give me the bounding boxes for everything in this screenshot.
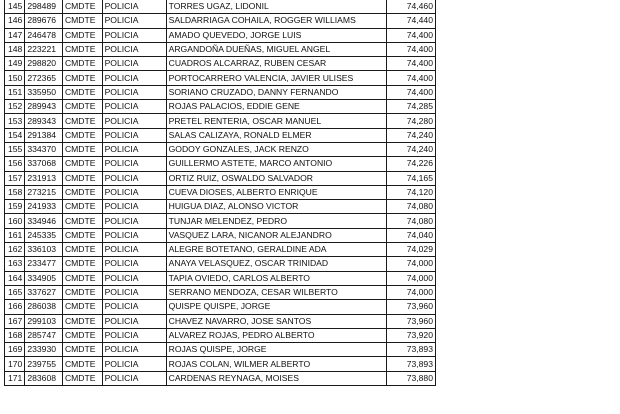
row-number-cell: 151 bbox=[5, 85, 25, 99]
full-name-cell: SALDARRIAGA COHAILA, ROGGER WILLIAMS bbox=[166, 14, 387, 28]
id-code-cell: 298820 bbox=[25, 57, 63, 71]
id-code-cell: 337068 bbox=[25, 157, 63, 171]
full-name-cell: PRETEL RENTERIA, OSCAR MANUEL bbox=[166, 114, 387, 128]
id-code-cell: 233477 bbox=[25, 257, 63, 271]
rank-cell: CMDTE bbox=[62, 200, 102, 214]
id-code-cell: 337627 bbox=[25, 285, 63, 299]
rank-cell: CMDTE bbox=[62, 28, 102, 42]
table-row bbox=[5, 343, 436, 357]
institution-cell: POLICIA bbox=[102, 343, 166, 357]
rank-cell: CMDTE bbox=[62, 71, 102, 85]
id-code-cell: 241933 bbox=[25, 200, 63, 214]
table-row bbox=[5, 228, 436, 242]
row-number-cell: 158 bbox=[5, 185, 25, 199]
id-code-cell: 289943 bbox=[25, 100, 63, 114]
id-code-cell: 272365 bbox=[25, 71, 63, 85]
rank-cell: CMDTE bbox=[62, 0, 102, 14]
row-number-cell: 159 bbox=[5, 200, 25, 214]
id-code-cell: 273215 bbox=[25, 185, 63, 199]
institution-cell: POLICIA bbox=[102, 243, 166, 257]
rank-cell: CMDTE bbox=[62, 214, 102, 228]
score-cell: 74,165 bbox=[387, 171, 436, 185]
row-number-cell: 171 bbox=[5, 371, 25, 385]
row-number-cell: 146 bbox=[5, 14, 25, 28]
rank-cell: CMDTE bbox=[62, 371, 102, 385]
row-number-cell: 164 bbox=[5, 271, 25, 285]
row-number-cell: 148 bbox=[5, 42, 25, 56]
row-number-cell: 160 bbox=[5, 214, 25, 228]
table-row bbox=[5, 28, 436, 42]
full-name-cell: SALAS CALIZAYA, RONALD ELMER bbox=[166, 128, 387, 142]
institution-cell: POLICIA bbox=[102, 57, 166, 71]
results-table bbox=[4, 0, 436, 386]
rank-cell: CMDTE bbox=[62, 142, 102, 156]
full-name-cell: SERRANO MENDOZA, CESAR WILBERTO bbox=[166, 285, 387, 299]
table-row bbox=[5, 57, 436, 71]
rank-cell: CMDTE bbox=[62, 300, 102, 314]
score-cell: 73,893 bbox=[387, 357, 436, 371]
id-code-cell: 336103 bbox=[25, 243, 63, 257]
full-name-cell: CARDENAS REYNAGA, MOISES bbox=[166, 371, 387, 385]
institution-cell: POLICIA bbox=[102, 214, 166, 228]
score-cell: 74,040 bbox=[387, 228, 436, 242]
rank-cell: CMDTE bbox=[62, 271, 102, 285]
score-cell: 74,029 bbox=[387, 243, 436, 257]
full-name-cell: ORTIZ RUIZ, OSWALDO SALVADOR bbox=[166, 171, 387, 185]
full-name-cell: TORRES UGAZ, LIDONIL bbox=[166, 0, 387, 14]
score-cell: 74,000 bbox=[387, 257, 436, 271]
full-name-cell: PORTOCARRERO VALENCIA, JAVIER ULISES bbox=[166, 71, 387, 85]
institution-cell: POLICIA bbox=[102, 85, 166, 99]
full-name-cell: VASQUEZ LARA, NICANOR ALEJANDRO bbox=[166, 228, 387, 242]
score-cell: 74,280 bbox=[387, 114, 436, 128]
full-name-cell: SORIANO CRUZADO, DANNY FERNANDO bbox=[166, 85, 387, 99]
score-cell: 74,240 bbox=[387, 142, 436, 156]
full-name-cell: CUADROS ALCARRAZ, RUBEN CESAR bbox=[166, 57, 387, 71]
score-cell: 74,226 bbox=[387, 157, 436, 171]
rank-cell: CMDTE bbox=[62, 100, 102, 114]
id-code-cell: 335950 bbox=[25, 85, 63, 99]
row-number-cell: 166 bbox=[5, 300, 25, 314]
score-cell: 74,000 bbox=[387, 285, 436, 299]
rank-cell: CMDTE bbox=[62, 42, 102, 56]
full-name-cell: ALEGRE BOTETANO, GERALDINE ADA bbox=[166, 243, 387, 257]
table-row bbox=[5, 257, 436, 271]
table-row bbox=[5, 71, 436, 85]
full-name-cell: ROJAS COLAN, WILMER ALBERTO bbox=[166, 357, 387, 371]
row-number-cell: 170 bbox=[5, 357, 25, 371]
table-row bbox=[5, 0, 436, 14]
id-code-cell: 246478 bbox=[25, 28, 63, 42]
table-row bbox=[5, 243, 436, 257]
table-row bbox=[5, 85, 436, 99]
id-code-cell: 298489 bbox=[25, 0, 63, 14]
row-number-cell: 157 bbox=[5, 171, 25, 185]
score-cell: 74,080 bbox=[387, 214, 436, 228]
score-cell: 74,400 bbox=[387, 42, 436, 56]
score-cell: 73,960 bbox=[387, 300, 436, 314]
row-number-cell: 161 bbox=[5, 228, 25, 242]
table-row bbox=[5, 200, 436, 214]
institution-cell: POLICIA bbox=[102, 128, 166, 142]
institution-cell: POLICIA bbox=[102, 157, 166, 171]
rank-cell: CMDTE bbox=[62, 57, 102, 71]
institution-cell: POLICIA bbox=[102, 257, 166, 271]
score-cell: 73,960 bbox=[387, 314, 436, 328]
row-number-cell: 165 bbox=[5, 285, 25, 299]
table-row bbox=[5, 271, 436, 285]
score-cell: 74,400 bbox=[387, 57, 436, 71]
rank-cell: CMDTE bbox=[62, 185, 102, 199]
table-row bbox=[5, 328, 436, 342]
table-row bbox=[5, 114, 436, 128]
score-cell: 74,400 bbox=[387, 85, 436, 99]
rank-cell: CMDTE bbox=[62, 328, 102, 342]
full-name-cell: ANAYA VELASQUEZ, OSCAR TRINIDAD bbox=[166, 257, 387, 271]
score-cell: 74,460 bbox=[387, 0, 436, 14]
full-name-cell: TAPIA OVIEDO, CARLOS ALBERTO bbox=[166, 271, 387, 285]
score-cell: 73,880 bbox=[387, 371, 436, 385]
rank-cell: CMDTE bbox=[62, 157, 102, 171]
full-name-cell: HUIGUA DIAZ, ALONSO VICTOR bbox=[166, 200, 387, 214]
table-row bbox=[5, 42, 436, 56]
rank-cell: CMDTE bbox=[62, 285, 102, 299]
score-cell: 74,120 bbox=[387, 185, 436, 199]
id-code-cell: 283608 bbox=[25, 371, 63, 385]
rank-cell: CMDTE bbox=[62, 14, 102, 28]
table-row bbox=[5, 214, 436, 228]
rank-cell: CMDTE bbox=[62, 243, 102, 257]
score-cell: 74,400 bbox=[387, 71, 436, 85]
row-number-cell: 149 bbox=[5, 57, 25, 71]
id-code-cell: 334905 bbox=[25, 271, 63, 285]
table-row bbox=[5, 300, 436, 314]
institution-cell: POLICIA bbox=[102, 371, 166, 385]
table-row bbox=[5, 371, 436, 385]
id-code-cell: 285747 bbox=[25, 328, 63, 342]
rank-cell: CMDTE bbox=[62, 128, 102, 142]
id-code-cell: 291384 bbox=[25, 128, 63, 142]
id-code-cell: 286038 bbox=[25, 300, 63, 314]
row-number-cell: 163 bbox=[5, 257, 25, 271]
full-name-cell: CUEVA DIOSES, ALBERTO ENRIQUE bbox=[166, 185, 387, 199]
id-code-cell: 231913 bbox=[25, 171, 63, 185]
full-name-cell: ROJAS QUISPE, JORGE bbox=[166, 343, 387, 357]
id-code-cell: 245335 bbox=[25, 228, 63, 242]
full-name-cell: CHAVEZ NAVARRO, JOSE SANTOS bbox=[166, 314, 387, 328]
score-cell: 73,920 bbox=[387, 328, 436, 342]
full-name-cell: GODOY GONZALES, JACK RENZO bbox=[166, 142, 387, 156]
institution-cell: POLICIA bbox=[102, 114, 166, 128]
institution-cell: POLICIA bbox=[102, 142, 166, 156]
institution-cell: POLICIA bbox=[102, 357, 166, 371]
table-row bbox=[5, 357, 436, 371]
results-table-body bbox=[5, 0, 436, 386]
score-cell: 74,000 bbox=[387, 271, 436, 285]
id-code-cell: 233930 bbox=[25, 343, 63, 357]
institution-cell: POLICIA bbox=[102, 300, 166, 314]
rank-cell: CMDTE bbox=[62, 257, 102, 271]
row-number-cell: 153 bbox=[5, 114, 25, 128]
row-number-cell: 168 bbox=[5, 328, 25, 342]
rank-cell: CMDTE bbox=[62, 114, 102, 128]
institution-cell: POLICIA bbox=[102, 328, 166, 342]
institution-cell: POLICIA bbox=[102, 271, 166, 285]
rank-cell: CMDTE bbox=[62, 357, 102, 371]
table-row bbox=[5, 128, 436, 142]
institution-cell: POLICIA bbox=[102, 14, 166, 28]
table-row bbox=[5, 157, 436, 171]
id-code-cell: 334370 bbox=[25, 142, 63, 156]
institution-cell: POLICIA bbox=[102, 185, 166, 199]
full-name-cell: AMADO QUEVEDO, JORGE LUIS bbox=[166, 28, 387, 42]
institution-cell: POLICIA bbox=[102, 200, 166, 214]
institution-cell: POLICIA bbox=[102, 28, 166, 42]
institution-cell: POLICIA bbox=[102, 71, 166, 85]
row-number-cell: 156 bbox=[5, 157, 25, 171]
table-row bbox=[5, 285, 436, 299]
row-number-cell: 154 bbox=[5, 128, 25, 142]
institution-cell: POLICIA bbox=[102, 228, 166, 242]
id-code-cell: 334946 bbox=[25, 214, 63, 228]
rank-cell: CMDTE bbox=[62, 314, 102, 328]
table-row bbox=[5, 100, 436, 114]
full-name-cell: ALVAREZ ROJAS, PEDRO ALBERTO bbox=[166, 328, 387, 342]
score-cell: 74,080 bbox=[387, 200, 436, 214]
row-number-cell: 162 bbox=[5, 243, 25, 257]
id-code-cell: 239755 bbox=[25, 357, 63, 371]
rank-cell: CMDTE bbox=[62, 171, 102, 185]
full-name-cell: GUILLERMO ASTETE, MARCO ANTONIO bbox=[166, 157, 387, 171]
institution-cell: POLICIA bbox=[102, 314, 166, 328]
row-number-cell: 147 bbox=[5, 28, 25, 42]
institution-cell: POLICIA bbox=[102, 42, 166, 56]
full-name-cell: ARGANDOÑA DUEÑAS, MIGUEL ANGEL bbox=[166, 42, 387, 56]
table-row bbox=[5, 14, 436, 28]
rank-cell: CMDTE bbox=[62, 343, 102, 357]
institution-cell: POLICIA bbox=[102, 285, 166, 299]
table-row bbox=[5, 142, 436, 156]
row-number-cell: 169 bbox=[5, 343, 25, 357]
institution-cell: POLICIA bbox=[102, 100, 166, 114]
id-code-cell: 223221 bbox=[25, 42, 63, 56]
table-row bbox=[5, 314, 436, 328]
table-row bbox=[5, 185, 436, 199]
row-number-cell: 155 bbox=[5, 142, 25, 156]
score-cell: 73,893 bbox=[387, 343, 436, 357]
full-name-cell: ROJAS PALACIOS, EDDIE GENE bbox=[166, 100, 387, 114]
id-code-cell: 289343 bbox=[25, 114, 63, 128]
row-number-cell: 152 bbox=[5, 100, 25, 114]
id-code-cell: 289676 bbox=[25, 14, 63, 28]
institution-cell: POLICIA bbox=[102, 171, 166, 185]
full-name-cell: QUISPE QUISPE, JORGE bbox=[166, 300, 387, 314]
score-cell: 74,285 bbox=[387, 100, 436, 114]
score-cell: 74,400 bbox=[387, 28, 436, 42]
row-number-cell: 167 bbox=[5, 314, 25, 328]
row-number-cell: 145 bbox=[5, 0, 25, 14]
row-number-cell: 150 bbox=[5, 71, 25, 85]
id-code-cell: 299103 bbox=[25, 314, 63, 328]
table-row bbox=[5, 171, 436, 185]
institution-cell: POLICIA bbox=[102, 0, 166, 14]
rank-cell: CMDTE bbox=[62, 85, 102, 99]
rank-cell: CMDTE bbox=[62, 228, 102, 242]
score-cell: 74,440 bbox=[387, 14, 436, 28]
score-cell: 74,240 bbox=[387, 128, 436, 142]
full-name-cell: TUNJAR MELENDEZ, PEDRO bbox=[166, 214, 387, 228]
